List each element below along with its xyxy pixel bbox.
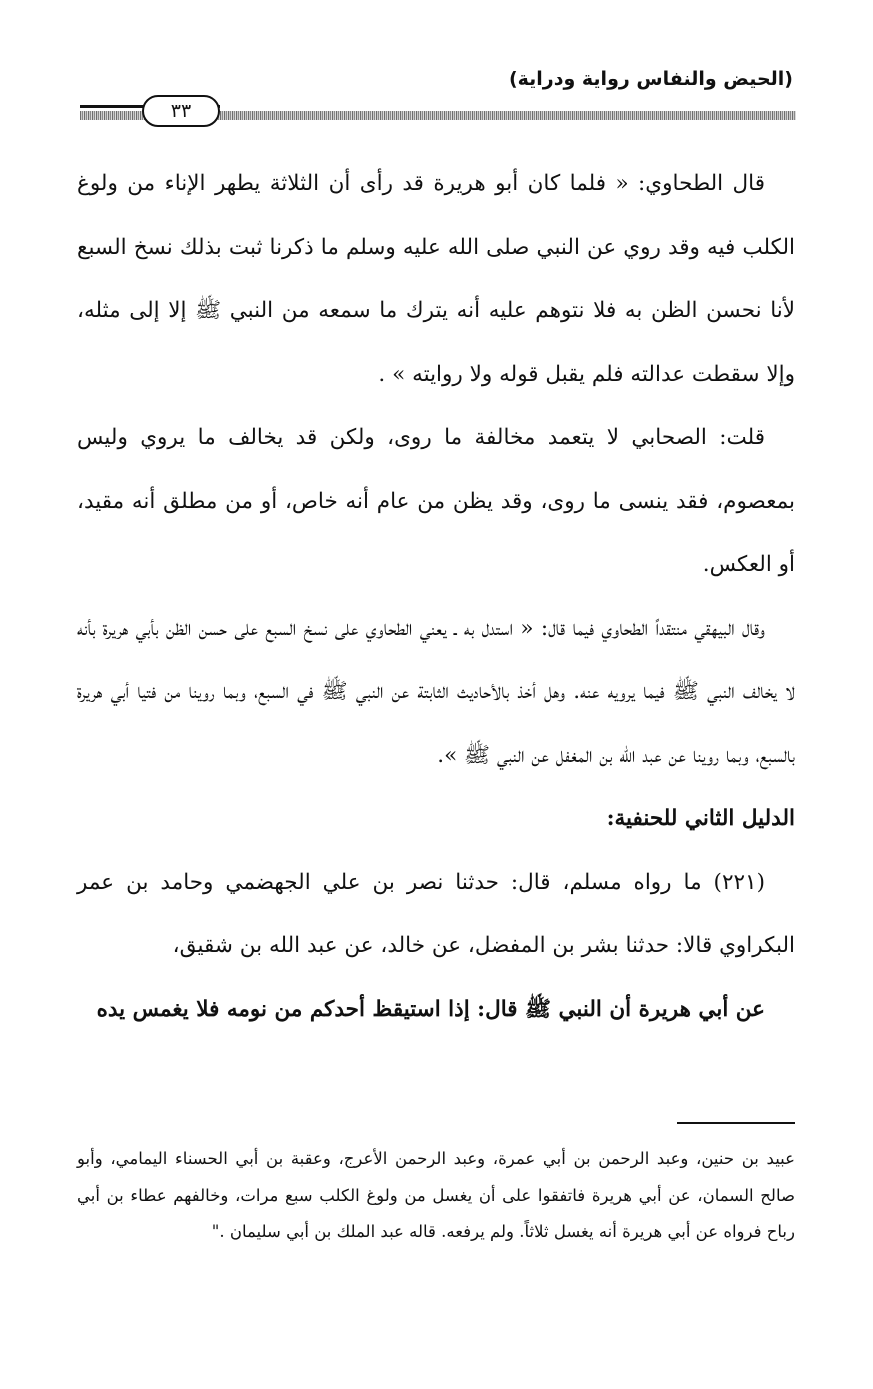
paragraph-tahawi: قال الطحاوي: « فلما كان أبو هريرة قد رأى أن الثلاثة يطهر الإناء من ولوغ الكلب فيه وقد روي عن النبي صلى الله عليه وسلم ما ذكرنا ثبت بذلك نسخ السبع لأنا نحسن الظن به فلا نتوهم عليه أنه يترك ما سمعه من النبي ﷺ إلا إلى مثله، وإلا سقطت عدالته فلم يقبل قوله ولا روايته » . — [77, 171, 795, 387]
hadith-matn: عن أبي هريرة أن النبي ﷺ قال: إذا استيقظ أحدكم من نومه فلا يغمس يده — [96, 996, 765, 1022]
paragraph-qultu: قلت: الصحابي لا يتعمد مخالفة ما روى، ولكن قد يخالف ما يروي وليس بمعصوم، فقد ينسى ما روى، وقد يظن من عام أنه خاص، أو من مطلق أنه مقيد، أو العكس. — [77, 425, 795, 577]
footnote-separator — [677, 1122, 795, 1124]
page-number-badge: ٣٣ — [142, 95, 220, 127]
main-text — [77, 152, 795, 1041]
footnote — [77, 1141, 795, 1251]
paragraph-bayhaqi: وقال البيهقي منتقداً الطحاوي فيما قال: « استدل به ـ يعني الطحاوي على نسخ السبع على حسن الظن بأبي هريرة بأنه لا يخالف النبي ﷺ فيما يرويه عنه. وهل أخذ بالأحاديث الثابتة عن النبي ﷺ في السبع، وبما روينا من فتيا أبي هريرة بالسبع، وبما روينا عن عبد الله بن المغفل عن النبي ﷺ ». — [77, 615, 795, 768]
footnote-text: عبيد بن حنين، وعبد الرحمن بن أبي عمرة، وعبد الرحمن الأعرج، وعقبة بن أبي الحسناء اليمامي، وأبو صالح السمان، عن أبي هريرة فاتفقوا على أن يغسل من ولوغ الكلب سبع مرات، وخالفهم عطاء بن أبي رباح فرواه عن أبي هريرة أنه يغسل ثلاثاً. ولم يرفعه. قاله عبد الملك بن أبي سليمان ." — [77, 1149, 795, 1241]
hadith-isnad: (٢٢١) ما رواه مسلم، قال: حدثنا نصر بن علي الجهضمي وحامد بن عمر البكراوي قالا: حدثنا بشر بن المفضل، عن خالد، عن عبد الله بن شقيق، — [77, 869, 795, 958]
section-heading: الدليل الثاني للحنفية: — [606, 806, 795, 831]
running-header-title: (الحيض والنفاس رواية ودراية) — [508, 68, 793, 90]
